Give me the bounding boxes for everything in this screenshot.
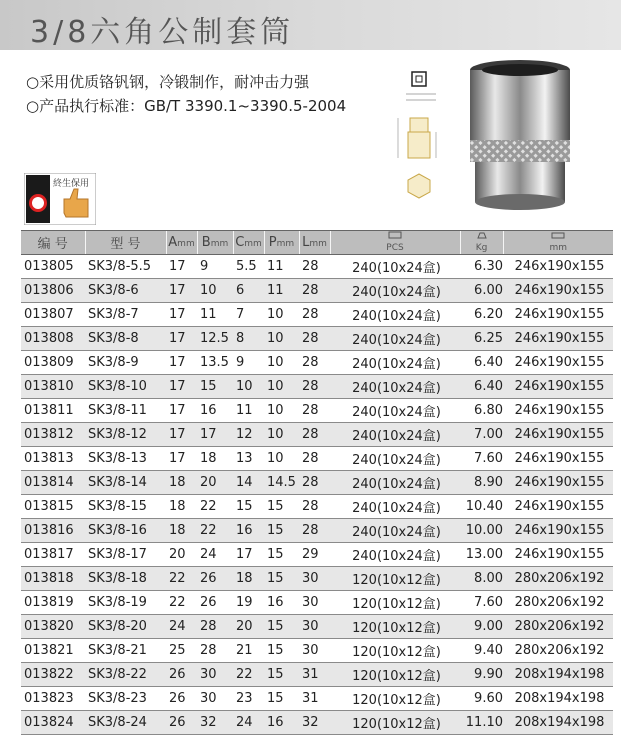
cell-code: 013821 <box>21 639 85 663</box>
cell-code: 013822 <box>21 663 85 687</box>
cell-c: 9 <box>233 351 264 375</box>
cell-b: 28 <box>197 615 233 639</box>
cell-weight: 6.40 <box>460 351 503 375</box>
cell-model: SK3/8-12 <box>85 423 166 447</box>
cell-model: SK3/8-7 <box>85 303 166 327</box>
cell-b: 30 <box>197 663 233 687</box>
table-row <box>21 663 613 687</box>
cell-code: 013806 <box>21 279 85 303</box>
cell-p: 14.5 <box>264 471 299 495</box>
cell-a: 22 <box>166 591 197 615</box>
specification-table <box>21 230 613 735</box>
page-title: 3/8六角公制套筒 <box>30 15 295 50</box>
cell-code: 013805 <box>21 255 85 279</box>
cell-model: SK3/8-22 <box>85 663 166 687</box>
cell-code: 013820 <box>21 615 85 639</box>
cell-p: 15 <box>264 543 299 567</box>
badge-label: 終生保用 <box>53 179 90 189</box>
cell-model: SK3/8-21 <box>85 639 166 663</box>
cell-pcs: 240(10x24盒) <box>330 375 460 399</box>
cell-code: 013810 <box>21 375 85 399</box>
cell-pcs: 120(10x12盒) <box>330 615 460 639</box>
cell-c: 11 <box>233 399 264 423</box>
cell-weight: 9.00 <box>460 615 503 639</box>
cell-code: 013819 <box>21 591 85 615</box>
cell-pcs: 240(10x24盒) <box>330 399 460 423</box>
cell-p: 10 <box>264 399 299 423</box>
cell-code: 013824 <box>21 711 85 735</box>
table-row <box>21 447 613 471</box>
cell-a: 25 <box>166 639 197 663</box>
table-row <box>21 495 613 519</box>
cell-dimensions: 280x206x192 <box>503 639 613 663</box>
cell-b: 32 <box>197 711 233 735</box>
cell-model: SK3/8-5.5 <box>85 255 166 279</box>
cell-dimensions: 246x190x155 <box>503 399 613 423</box>
cell-c: 17 <box>233 543 264 567</box>
cell-pcs: 240(10x24盒) <box>330 351 460 375</box>
header-model: 型 号 <box>85 231 166 255</box>
header-p: Pmm <box>264 231 299 255</box>
cell-c: 22 <box>233 663 264 687</box>
header-code: 编 号 <box>21 231 85 255</box>
table-row <box>21 711 613 735</box>
cell-code: 013816 <box>21 519 85 543</box>
header-dimensions: mm <box>503 231 613 255</box>
cell-p: 10 <box>264 375 299 399</box>
cell-a: 17 <box>166 447 197 471</box>
cell-l: 31 <box>299 687 330 711</box>
cell-c: 20 <box>233 615 264 639</box>
cell-pcs: 120(10x12盒) <box>330 711 460 735</box>
cell-weight: 7.00 <box>460 423 503 447</box>
header-c: Cmm <box>233 231 264 255</box>
cell-p: 15 <box>264 639 299 663</box>
cell-a: 26 <box>166 711 197 735</box>
cell-l: 28 <box>299 279 330 303</box>
cell-weight: 9.40 <box>460 639 503 663</box>
cell-c: 8 <box>233 327 264 351</box>
cell-b: 17 <box>197 423 233 447</box>
cell-b: 13.5 <box>197 351 233 375</box>
cell-a: 18 <box>166 519 197 543</box>
cell-weight: 10.40 <box>460 495 503 519</box>
cell-c: 6 <box>233 279 264 303</box>
cell-code: 013818 <box>21 567 85 591</box>
cell-l: 28 <box>299 399 330 423</box>
cell-l: 30 <box>299 639 330 663</box>
cell-pcs: 120(10x12盒) <box>330 591 460 615</box>
cell-a: 18 <box>166 495 197 519</box>
feature-item: ○产品执行标准：GB/T 3390.1~3390.5-2004 <box>26 97 347 115</box>
cell-code: 013811 <box>21 399 85 423</box>
cell-c: 18 <box>233 567 264 591</box>
cell-b: 16 <box>197 399 233 423</box>
table-row <box>21 303 613 327</box>
table-header-row <box>21 231 613 255</box>
cell-dimensions: 246x190x155 <box>503 303 613 327</box>
cell-weight: 13.00 <box>460 543 503 567</box>
cell-a: 24 <box>166 615 197 639</box>
table-row <box>21 519 613 543</box>
header-b: Bmm <box>197 231 233 255</box>
cell-dimensions: 208x194x198 <box>503 711 613 735</box>
cell-weight: 8.90 <box>460 471 503 495</box>
cell-l: 30 <box>299 567 330 591</box>
table-row <box>21 639 613 663</box>
cell-l: 28 <box>299 255 330 279</box>
cell-a: 17 <box>166 255 197 279</box>
cell-l: 28 <box>299 351 330 375</box>
cell-p: 10 <box>264 423 299 447</box>
cell-code: 013809 <box>21 351 85 375</box>
cell-c: 14 <box>233 471 264 495</box>
table-row <box>21 567 613 591</box>
cell-p: 15 <box>264 663 299 687</box>
cell-p: 10 <box>264 303 299 327</box>
cell-dimensions: 280x206x192 <box>503 567 613 591</box>
cell-dimensions: 246x190x155 <box>503 255 613 279</box>
cell-weight: 6.80 <box>460 399 503 423</box>
cell-b: 24 <box>197 543 233 567</box>
cell-pcs: 240(10x24盒) <box>330 423 460 447</box>
table-row <box>21 591 613 615</box>
cell-weight: 6.30 <box>460 255 503 279</box>
cell-a: 22 <box>166 567 197 591</box>
cell-l: 30 <box>299 615 330 639</box>
table-row <box>21 255 613 279</box>
cell-b: 15 <box>197 375 233 399</box>
feature-list <box>26 70 346 118</box>
cell-pcs: 240(10x24盒) <box>330 543 460 567</box>
cell-p: 11 <box>264 279 299 303</box>
cell-weight: 6.00 <box>460 279 503 303</box>
table-body <box>21 255 613 735</box>
cell-b: 12.5 <box>197 327 233 351</box>
header-pcs: PCS <box>330 231 460 255</box>
cell-a: 17 <box>166 303 197 327</box>
cell-b: 18 <box>197 447 233 471</box>
table-row <box>21 615 613 639</box>
cell-pcs: 240(10x24盒) <box>330 327 460 351</box>
cell-dimensions: 246x190x155 <box>503 495 613 519</box>
carton-icon <box>388 231 402 239</box>
cell-model: SK3/8-17 <box>85 543 166 567</box>
cell-a: 17 <box>166 399 197 423</box>
cell-dimensions: 280x206x192 <box>503 591 613 615</box>
cell-weight: 7.60 <box>460 591 503 615</box>
cell-dimensions: 246x190x155 <box>503 471 613 495</box>
cell-pcs: 240(10x24盒) <box>330 279 460 303</box>
cell-a: 26 <box>166 687 197 711</box>
cell-code: 013807 <box>21 303 85 327</box>
socket-product-image <box>455 56 585 216</box>
cell-dimensions: 246x190x155 <box>503 279 613 303</box>
cell-dimensions: 246x190x155 <box>503 327 613 351</box>
table-row <box>21 327 613 351</box>
cell-a: 17 <box>166 423 197 447</box>
cell-l: 28 <box>299 495 330 519</box>
cell-l: 30 <box>299 591 330 615</box>
table-row <box>21 687 613 711</box>
cell-a: 17 <box>166 375 197 399</box>
cell-l: 28 <box>299 423 330 447</box>
cell-code: 013815 <box>21 495 85 519</box>
cell-c: 7 <box>233 303 264 327</box>
cell-code: 013817 <box>21 543 85 567</box>
cell-c: 12 <box>233 423 264 447</box>
cell-model: SK3/8-11 <box>85 399 166 423</box>
dimension-icon <box>550 231 566 239</box>
cell-code: 013812 <box>21 423 85 447</box>
cell-b: 26 <box>197 567 233 591</box>
cell-dimensions: 208x194x198 <box>503 663 613 687</box>
cell-code: 013808 <box>21 327 85 351</box>
cell-l: 28 <box>299 471 330 495</box>
cell-p: 15 <box>264 567 299 591</box>
cell-c: 15 <box>233 495 264 519</box>
cell-p: 10 <box>264 327 299 351</box>
cell-model: SK3/8-16 <box>85 519 166 543</box>
cell-pcs: 240(10x24盒) <box>330 303 460 327</box>
cell-model: SK3/8-9 <box>85 351 166 375</box>
cell-pcs: 240(10x24盒) <box>330 471 460 495</box>
cell-c: 19 <box>233 591 264 615</box>
cell-b: 22 <box>197 519 233 543</box>
cell-pcs: 240(10x24盒) <box>330 447 460 471</box>
cell-p: 11 <box>264 255 299 279</box>
table-row <box>21 423 613 447</box>
cell-l: 28 <box>299 327 330 351</box>
table-row <box>21 375 613 399</box>
table-row <box>21 279 613 303</box>
cell-weight: 6.25 <box>460 327 503 351</box>
cell-model: SK3/8-19 <box>85 591 166 615</box>
cell-p: 10 <box>264 447 299 471</box>
cell-c: 24 <box>233 711 264 735</box>
cell-b: 20 <box>197 471 233 495</box>
cell-pcs: 240(10x24盒) <box>330 519 460 543</box>
cell-dimensions: 208x194x198 <box>503 687 613 711</box>
cell-model: SK3/8-14 <box>85 471 166 495</box>
cell-a: 26 <box>166 663 197 687</box>
table-row <box>21 543 613 567</box>
cell-l: 28 <box>299 303 330 327</box>
cell-p: 16 <box>264 591 299 615</box>
header-a: Amm <box>166 231 197 255</box>
cell-dimensions: 246x190x155 <box>503 351 613 375</box>
cell-model: SK3/8-20 <box>85 615 166 639</box>
cell-a: 18 <box>166 471 197 495</box>
cell-dimensions: 246x190x155 <box>503 519 613 543</box>
cell-b: 28 <box>197 639 233 663</box>
cell-c: 23 <box>233 687 264 711</box>
cell-weight: 6.20 <box>460 303 503 327</box>
cell-code: 013814 <box>21 471 85 495</box>
cell-b: 26 <box>197 591 233 615</box>
cell-code: 013813 <box>21 447 85 471</box>
feature-item: ○采用优质铬钒钢，冷锻制作，耐冲击力强 <box>26 73 310 91</box>
cell-a: 17 <box>166 351 197 375</box>
cell-c: 10 <box>233 375 264 399</box>
cell-l: 31 <box>299 663 330 687</box>
cell-dimensions: 246x190x155 <box>503 423 613 447</box>
weight-icon <box>476 231 488 239</box>
cell-weight: 6.40 <box>460 375 503 399</box>
cell-model: SK3/8-23 <box>85 687 166 711</box>
cell-pcs: 120(10x12盒) <box>330 663 460 687</box>
table-row <box>21 351 613 375</box>
cell-b: 30 <box>197 687 233 711</box>
cell-model: SK3/8-6 <box>85 279 166 303</box>
cell-dimensions: 246x190x155 <box>503 543 613 567</box>
cell-l: 29 <box>299 543 330 567</box>
cell-model: SK3/8-13 <box>85 447 166 471</box>
cell-weight: 7.60 <box>460 447 503 471</box>
cell-model: SK3/8-15 <box>85 495 166 519</box>
cell-l: 28 <box>299 519 330 543</box>
socket-diagram-icon <box>392 70 452 220</box>
cell-l: 32 <box>299 711 330 735</box>
cell-b: 22 <box>197 495 233 519</box>
cell-pcs: 240(10x24盒) <box>330 495 460 519</box>
cell-a: 17 <box>166 327 197 351</box>
cell-l: 28 <box>299 447 330 471</box>
cell-b: 10 <box>197 279 233 303</box>
cell-p: 16 <box>264 711 299 735</box>
cell-model: SK3/8-10 <box>85 375 166 399</box>
header-weight: Kg <box>460 231 503 255</box>
cell-dimensions: 246x190x155 <box>503 375 613 399</box>
cell-model: SK3/8-24 <box>85 711 166 735</box>
cell-weight: 10.00 <box>460 519 503 543</box>
cell-b: 9 <box>197 255 233 279</box>
cell-p: 15 <box>264 519 299 543</box>
cell-p: 10 <box>264 351 299 375</box>
cell-a: 17 <box>166 279 197 303</box>
cell-c: 13 <box>233 447 264 471</box>
cell-pcs: 120(10x12盒) <box>330 639 460 663</box>
cell-c: 16 <box>233 519 264 543</box>
cell-l: 28 <box>299 375 330 399</box>
header-l: Lmm <box>299 231 330 255</box>
cell-c: 21 <box>233 639 264 663</box>
cell-pcs: 240(10x24盒) <box>330 255 460 279</box>
cell-weight: 11.10 <box>460 711 503 735</box>
cell-dimensions: 246x190x155 <box>503 447 613 471</box>
table-row <box>21 471 613 495</box>
cell-weight: 9.90 <box>460 663 503 687</box>
cell-p: 15 <box>264 687 299 711</box>
cell-p: 15 <box>264 615 299 639</box>
cell-dimensions: 280x206x192 <box>503 615 613 639</box>
table-row <box>21 399 613 423</box>
cell-model: SK3/8-18 <box>85 567 166 591</box>
cell-weight: 8.00 <box>460 567 503 591</box>
title-bar <box>0 0 621 50</box>
cell-pcs: 120(10x12盒) <box>330 567 460 591</box>
cell-c: 5.5 <box>233 255 264 279</box>
cell-pcs: 120(10x12盒) <box>330 687 460 711</box>
cell-weight: 9.60 <box>460 687 503 711</box>
cell-model: SK3/8-8 <box>85 327 166 351</box>
cell-code: 013823 <box>21 687 85 711</box>
cell-b: 11 <box>197 303 233 327</box>
cell-a: 20 <box>166 543 197 567</box>
cell-p: 15 <box>264 495 299 519</box>
